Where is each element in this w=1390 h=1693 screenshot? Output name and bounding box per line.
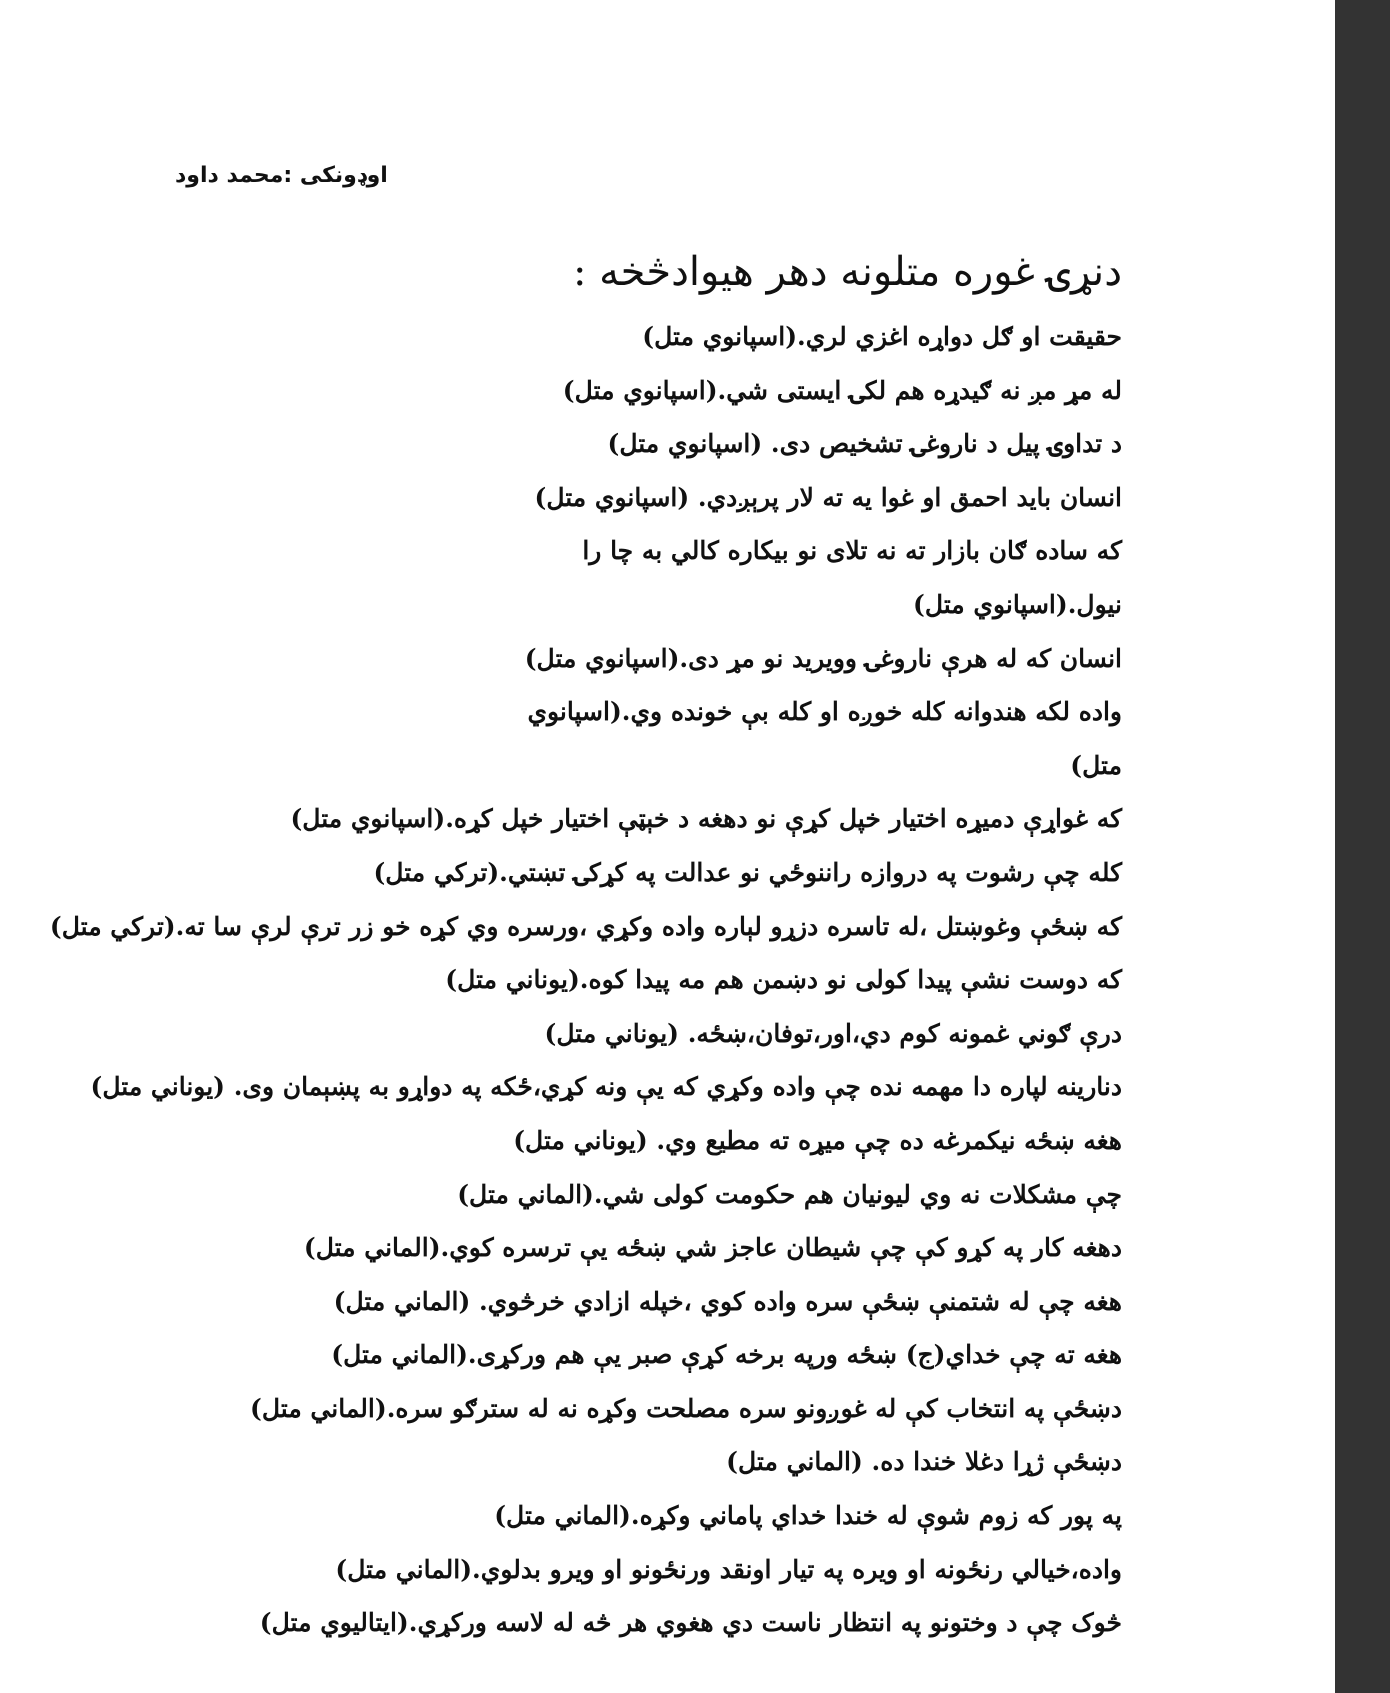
proverb-line: انسان که له هرې ناروغۍ وویرید نو مړ دی.(اسپانوي متل) xyxy=(524,643,1122,673)
proverb-line: هغه چې له شتمنې ښځې سره واده کوي ،خپله ازادي خرڅوي. (الماني متل) xyxy=(333,1286,1122,1316)
proverb-line: په پور که زوم شوې له خندا خداي پاماني وکړه.(الماني متل) xyxy=(494,1501,1122,1531)
proverb-line: که غواړې دمیړه اختیار خپل کړې نو دهغه د خېټې اختیار خپل کړه.(اسپانوي متل) xyxy=(290,804,1122,834)
proverb-line: درې ګوني غمونه کوم دي،اور،توفان،ښځه. (یوناني متل) xyxy=(544,1018,1122,1048)
proverb-line: دښځې ژړا دغلا خندا ده. (الماني متل) xyxy=(726,1447,1122,1477)
proverb-line: که ساده ګان بازار ته نه تلای نو بیکاره کالي به چا را xyxy=(582,536,1122,566)
proverb-line: چې مشکلات نه وي لیونیان هم حکومت کولی شي.(الماني متل) xyxy=(457,1179,1122,1209)
proverb-list xyxy=(49,310,1122,1650)
proverb-line: د تداوۍ پیل د ناروغۍ تشخیص دی. (اسپانوي متل) xyxy=(607,429,1122,459)
proverb-line: دښځې په انتخاب کې له غوږونو سره مصلحت وکړه نه له سترګو سره.(الماني متل) xyxy=(250,1393,1122,1423)
proverb-line: له مړ مږ نه ګیدړه هم لکۍ ایستی شي.(اسپانوي متل) xyxy=(562,375,1122,405)
proverb-line: څوک چې د وختونو په انتظار ناست دي هغوي هر څه له لاسه ورکړي.(ایتالیوي متل) xyxy=(259,1608,1122,1638)
proverb-line: نیول.(اسپانوي متل) xyxy=(912,589,1122,619)
proverb-line: که ښځې وغوښتل ،له تاسره دزړو لېاره واده وکړي ،ورسره وي کړه خو زر ترې لرې سا ته.(ترکي متل) xyxy=(49,911,1122,941)
proverb-line: واده لکه هندوانه کله خوږه او کله بې خونده وي.(اسپانوي xyxy=(527,697,1122,727)
viewer-side-bar xyxy=(1335,0,1390,1693)
proverb-line: واده،خیالي رنځونه او ویره په تیار اونقد ورنځونو او ویرو بدلوي.(الماني متل) xyxy=(335,1554,1122,1584)
proverb-line: دهغه کار په کړو کې چې شیطان عاجز شي ښځه یې ترسره کوي.(الماني متل) xyxy=(303,1233,1122,1263)
proverb-line: دنارینه لپاره دا مهمه نده چې واده وکړي که یې ونه کړي،ځکه په دواړو به پښېمان وی. (یوناني متل) xyxy=(90,1072,1122,1102)
proverb-line: هغه ته چې خداي(ج) ښځه ورپه برخه کړې صبر یې هم ورکړی.(الماني متل) xyxy=(331,1340,1122,1370)
proverb-line: که دوست نشې پیدا کولی نو دښمن هم مه پیدا کوه.(یوناني متل) xyxy=(445,965,1122,995)
author-byline: اوډونکی :محمد داود xyxy=(175,163,388,188)
proverb-line: متل) xyxy=(1070,750,1122,780)
proverb-line: هغه ښځه نیکمرغه ده چې میړه ته مطیع وي. (یوناني متل) xyxy=(513,1125,1122,1155)
proverb-line: انسان باید احمق او غوا یه ته لار پرېږدي. (اسپانوي متل) xyxy=(534,482,1122,512)
proverb-line: حقیقت او ګل دواړه اغزي لري.(اسپانوي متل) xyxy=(642,322,1122,351)
proverb-line: کله چې رشوت په دروازه راننوځي نو عدالت په کړکۍ تښتي.(ترکي متل) xyxy=(373,857,1122,887)
document-heading: دنړۍ غوره متلونه دهر هیوادڅخه : xyxy=(572,249,1122,295)
